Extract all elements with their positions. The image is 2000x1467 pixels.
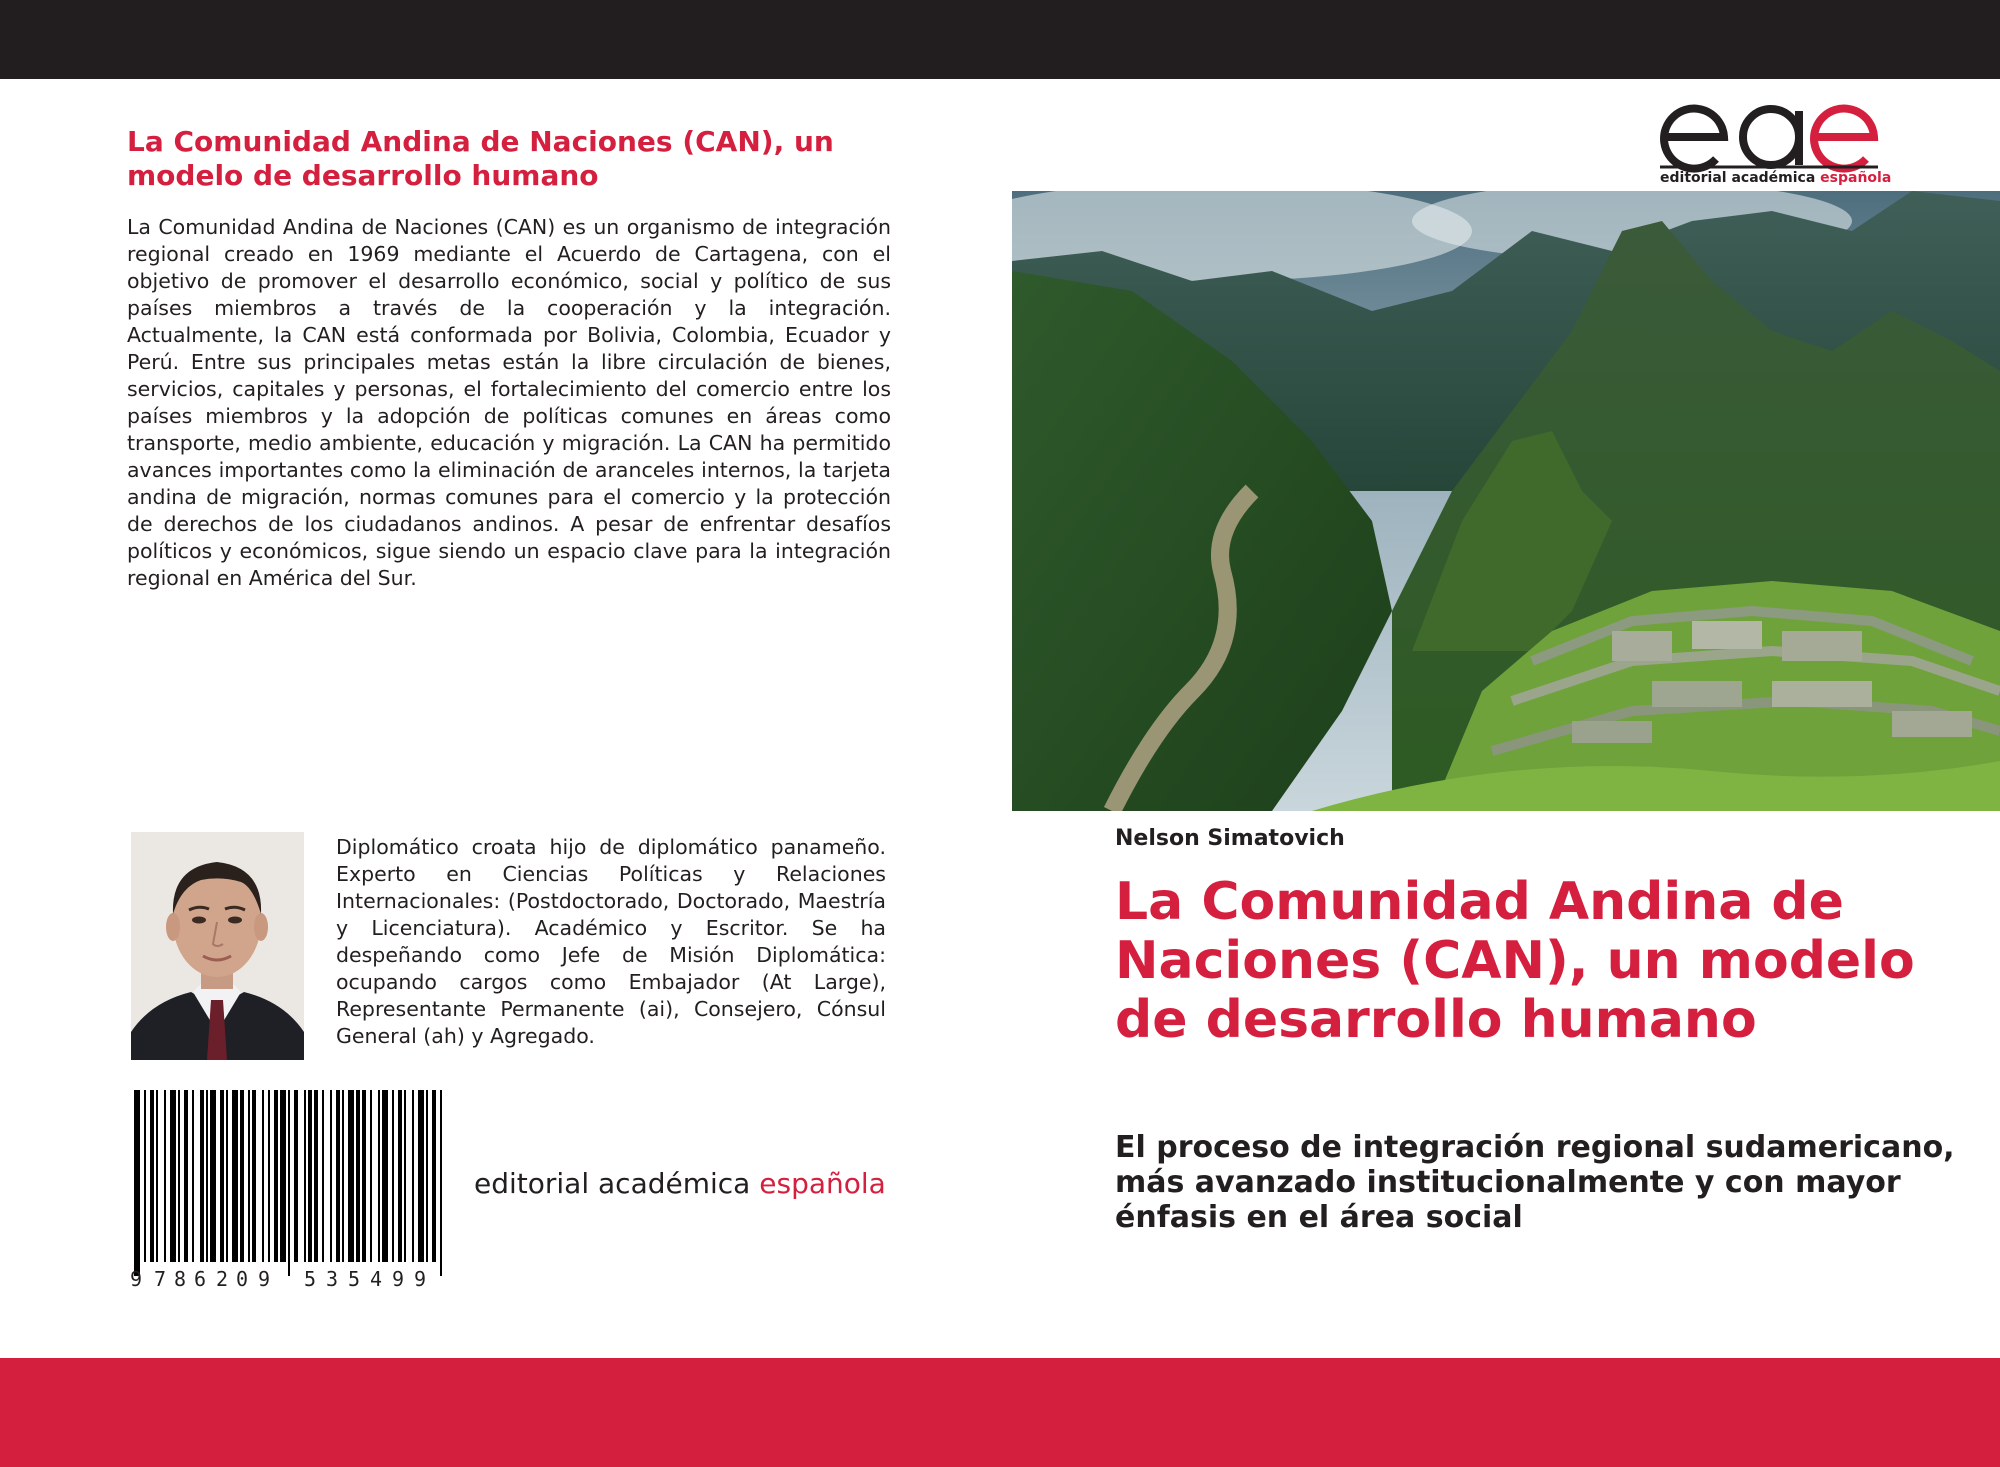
isbn-digit: 3 [326,1267,339,1290]
isbn-digit: 4 [370,1267,383,1290]
barcode-bar [192,1090,194,1262]
isbn-digit: 6 [194,1267,207,1290]
barcode-bar [382,1090,388,1262]
isbn-barcode [126,1090,456,1290]
cover-subtitle: El proceso de integración regional sudamericano, más avanzado institucionalmente y con mayor énfasis en el área social [1115,1130,1955,1235]
barcode-bar [308,1090,312,1262]
barcode-bar [426,1090,428,1262]
isbn-digit: 9 [130,1267,143,1290]
barcode-bar [268,1090,270,1262]
isbn-digit: 8 [174,1267,187,1290]
barcode-bar [294,1090,298,1262]
barcode-bar [262,1090,264,1262]
barcode-bar [432,1090,436,1262]
isbn-digit: 0 [236,1267,249,1290]
cover-title: La Comunidad Andina de Naciones (CAN), un modelo de desarrollo humano [1115,872,1915,1050]
logo-caption [1660,170,1891,186]
barcode-bar [362,1090,366,1262]
barcode-bar [248,1090,250,1262]
barcode-bar [170,1090,176,1262]
barcode-bar [440,1090,442,1276]
barcode-bar [378,1090,380,1262]
barcode-bar [288,1090,290,1276]
barcode-bar [330,1090,332,1262]
barcode-bar [280,1090,286,1262]
back-cover-title: La Comunidad Andina de Naciones (CAN), un modelo de desarrollo humano [127,125,834,192]
barcode-bar [404,1090,406,1262]
barcode-bar [156,1090,158,1262]
barcode-bar [226,1090,228,1262]
isbn-digit: 9 [414,1267,427,1290]
logo-caption-accent: española [1820,170,1892,186]
barcode-bar [164,1090,166,1262]
barcode-bar [144,1090,146,1262]
barcode-bar [134,1090,140,1276]
barcode-bar [210,1090,216,1262]
barcode-bar [370,1090,372,1262]
barcode-bar [232,1090,238,1262]
isbn-digit: 7 [154,1267,167,1290]
isbn-digit: 9 [392,1267,405,1290]
barcode-bar [206,1090,208,1262]
barcode-bar [398,1090,402,1262]
barcode-bar [220,1090,224,1262]
barcode-bar [240,1090,244,1262]
barcode-bar [322,1090,324,1262]
barcode-bar [304,1090,306,1262]
barcode-bar [348,1090,354,1262]
imprint-main: editorial académica [474,1167,751,1200]
barcode-bar [178,1090,180,1262]
barcode-bar [356,1090,360,1262]
isbn-digit: 5 [304,1267,317,1290]
cover-author: Nelson Simatovich [1115,826,1345,851]
barcode-bar [150,1090,154,1262]
barcode-bar [184,1090,188,1262]
barcode-bar [412,1090,414,1262]
barcode-bar [392,1090,394,1262]
top-bar [0,0,2000,79]
barcode-bar [274,1090,278,1262]
logo-caption-main: editorial académica [1660,170,1816,186]
cover-photo-machu-picchu [1012,191,2000,811]
back-cover-blurb: La Comunidad Andina de Naciones (CAN) es un organismo de integración regional creado en 1969 mediante el Acuerdo de Cartagena, con el objetivo de promover el desarrollo económico, social y político de sus países miembros a través de la cooperación y la integración. Actualmente, la CAN está conformada por Bolivia, Colombia, Ecuador y Perú. Entre sus principales metas están la libre circulación de bienes, servicios, capitales y personas, el fortalecimiento del comercio entre los países miembros y la adopción de políticas comunes en áreas como transporte, medio ambiente, educación y migración. La CAN ha permitido avances importantes como la eliminación de aranceles internos, la tarjeta andina de migración, normas comunes para el comercio y la protección de derechos de los ciudadanos andinos. A pesar de enfrentar desafíos políticos y económicos, sigue siendo un espacio clave para la integración regional en América del Sur. [127,215,891,590]
barcode-bar [200,1090,204,1262]
barcode-bar [418,1090,424,1262]
isbn-digit: 9 [258,1267,271,1290]
back-imprint [474,1167,886,1200]
barcode-bar [252,1090,256,1262]
author-photo [131,832,304,1060]
imprint-accent: española [759,1167,886,1200]
barcode-bar [314,1090,318,1262]
barcode-bar [342,1090,344,1262]
isbn-digit: 5 [348,1267,361,1290]
bottom-bar [0,1358,2000,1467]
barcode-bar [336,1090,340,1262]
author-bio: Diplomático croata hijo de diplomático panameño. Experto en Ciencias Políticas y Relaciones Internacionales: (Postdoctorado, Doctorado, Maestría y Licenciatura). Académico y Escritor. Se ha despeñando como Jefe de Misión Diplomática: ocupando cargos como Embajador (At Large), Representante Permanente (ai), Consejero, Cónsul General (ah) y Agregado. [336,835,886,1048]
isbn-digit: 2 [216,1267,229,1290]
